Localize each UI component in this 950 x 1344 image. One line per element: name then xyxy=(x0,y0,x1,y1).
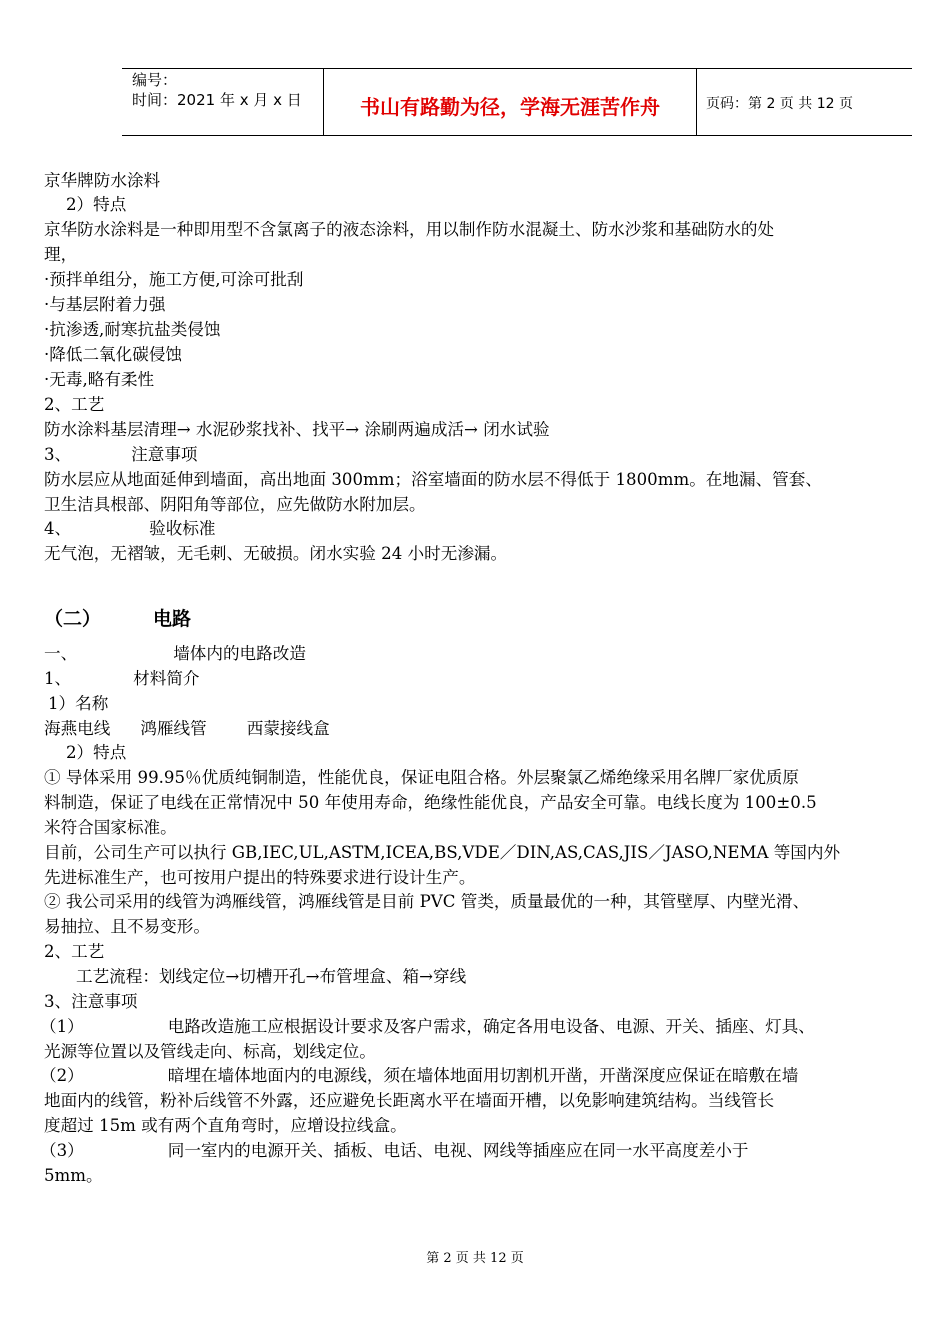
paragraph-line xyxy=(40,1016,815,1038)
section-number: （二） xyxy=(44,608,102,630)
paragraph-line xyxy=(40,1065,798,1087)
subheading: 2、工艺 xyxy=(44,395,105,414)
heading-text: 注意事项 xyxy=(131,445,198,464)
paragraph-line: 防水涂料基层清理→ 水泥砂浆找补、找平→ 涂刷两遍成活→ 闭水试验 xyxy=(44,420,550,439)
subheading xyxy=(44,518,216,540)
paragraph-line: 先进标准生产，也可按用户提出的特殊要求进行设计生产。 xyxy=(44,868,476,887)
product-name: 海燕电线 xyxy=(44,719,111,738)
number-label: 编号： xyxy=(132,71,178,89)
section-title: 电路 xyxy=(153,608,192,630)
subheading xyxy=(44,668,200,690)
paragraph-line: 无气泡，无褶皱，无毛刺、无破损。闭水实验 24 小时无渗漏。 xyxy=(44,544,508,563)
paragraph-line xyxy=(40,1140,749,1162)
bullet-item: ·与基层附着力强 xyxy=(44,295,166,314)
paragraph-line: 料制造，保证了电线在正常情况中 50 年使用寿命，绝缘性能优良，产品安全可靠。电线长度为 100±0.5 xyxy=(44,793,817,812)
heading-text: 材料简介 xyxy=(133,669,200,688)
header-bottom-rule xyxy=(122,135,912,136)
item-number: （2） xyxy=(40,1066,84,1085)
subheading: 2）特点 xyxy=(66,195,127,214)
paragraph-line: 地面内的线管，粉补后线管不外露，还应避免长距离水平在墙面开槽，以免影响建筑结构。当线管长 xyxy=(44,1091,775,1110)
bullet-item: ·预拌单组分，施工方便,可涂可批刮 xyxy=(44,270,304,289)
item-text: 同一室内的电源开关、插板、电话、电视、网线等插座应在同一水平高度差小于 xyxy=(167,1141,749,1160)
item-number: （3） xyxy=(40,1141,84,1160)
bullet-item: ·抗渗透,耐寒抗盐类侵蚀 xyxy=(44,320,221,339)
subheading: 2、工艺 xyxy=(44,942,105,961)
subheading xyxy=(44,444,198,466)
section-heading xyxy=(44,604,191,631)
paragraph-line: 光源等位置以及管线走向、标高，划线定位。 xyxy=(44,1042,376,1061)
heading-number: 1、 xyxy=(44,669,72,688)
bullet-item: ·降低二氧化碳侵蚀 xyxy=(44,345,183,364)
paragraph-line: 卫生洁具根部、阴阳角等部位，应先做防水附加层。 xyxy=(44,495,426,514)
paragraph-line: ① 导体采用 99.95％优质纯铜制造，性能优良，保证电阻合格。外层聚氯乙烯绝缘采用名牌厂家优质原 xyxy=(44,768,799,787)
subheading: 1）名称 xyxy=(48,694,109,713)
item-text: 电路改造施工应根据设计要求及客户需求，确定各用电设备、电源、开关、插座、灯具、 xyxy=(167,1017,815,1036)
heading-number: 3、 xyxy=(44,445,72,464)
paragraph-line: 目前，公司生产可以执行 GB,IEC,UL,ASTM,ICEA,BS,VDE／DIN,AS,CAS,JIS／JASO,NEMA 等国内外 xyxy=(44,843,841,862)
paragraph-line: 防水层应从地面延伸到墙面，高出地面 300mm；浴室墙面的防水层不得低于 1800mm。在地漏、管套、 xyxy=(44,470,822,489)
heading-text: 验收标准 xyxy=(149,519,216,538)
paragraph-line: 京华牌防水涂料 xyxy=(44,171,161,190)
paragraph-line: 度超过 15m 或有两个直角弯时，应增设拉线盒。 xyxy=(44,1116,407,1135)
paragraph-line: 理， xyxy=(44,245,78,264)
paragraph-line: 工艺流程：划线定位→切槽开孔→布管埋盒、箱→穿线 xyxy=(76,967,467,986)
paragraph-line: 米符合国家标准。 xyxy=(44,818,177,837)
subheading: 3、注意事项 xyxy=(44,992,138,1011)
heading-text: 墙体内的电路改造 xyxy=(173,644,306,663)
paragraph-line xyxy=(44,718,330,740)
item-text: 暗埋在墙体地面内的电源线，须在墙体地面用切割机开凿，开凿深度应保证在暗敷在墙 xyxy=(167,1066,799,1085)
header-top-rule xyxy=(122,68,912,69)
page-footer: 第 2 页 共 12 页 xyxy=(426,1251,524,1266)
heading-number: 4、 xyxy=(44,519,72,538)
header-divider xyxy=(696,68,697,135)
bullet-item: ·无毒,略有柔性 xyxy=(44,370,155,389)
header-motto: 书山有路勤为径，学海无涯苦作舟 xyxy=(360,95,660,119)
subheading xyxy=(44,643,306,665)
header-meta xyxy=(132,70,302,110)
heading-number: 一、 xyxy=(44,644,78,663)
paragraph-line: 京华防水涂料是一种即用型不含氯离子的液态涂料，用以制作防水混凝土、防水沙浆和基础防水的处 xyxy=(44,220,775,239)
product-name: 西蒙接线盒 xyxy=(246,719,330,738)
product-name: 鸿雁线管 xyxy=(140,719,207,738)
paragraph-line: 5mm。 xyxy=(44,1166,103,1185)
header-page-info: 页码：第 2 页 共 12 页 xyxy=(706,96,853,112)
paragraph-line: 易抽拉、且不易变形。 xyxy=(44,917,210,936)
subheading: 2）特点 xyxy=(66,743,127,762)
item-number: （1） xyxy=(40,1017,84,1036)
time-label: 时间：2021 年 x 月 x 日 xyxy=(132,91,302,109)
paragraph-line: ② 我公司采用的线管为鸿雁线管，鸿雁线管是目前 PVC 管类，质量最优的一种，其管壁厚、内壁光滑、 xyxy=(44,892,810,911)
